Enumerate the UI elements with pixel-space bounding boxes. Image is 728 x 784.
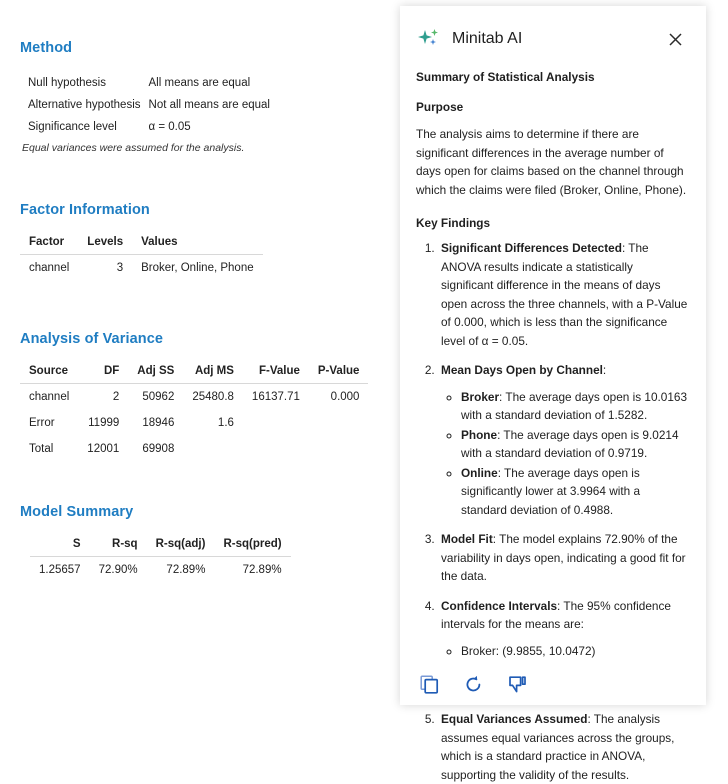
column-header-source: Source [20, 361, 78, 384]
list-item [461, 464, 688, 520]
finding-text: : The 95% confidence intervals for the means are: [441, 598, 671, 631]
table-row [28, 116, 270, 138]
method-row-label: Null hypothesis [28, 77, 106, 89]
list-item [438, 361, 688, 519]
cell-df: 11999 [88, 417, 120, 429]
table-row [20, 255, 263, 282]
cell-adj-ms: 1.6 [217, 417, 234, 429]
regenerate-icon[interactable] [462, 673, 484, 695]
cell-r-sq-pred: 72.89% [242, 564, 282, 576]
method-row-label: Alternative hypothesis [28, 99, 141, 111]
cell-adj-ms: 25480.8 [192, 391, 234, 403]
sub-text: : The average days open is significantly lower at 3.9964 with a standard deviation of 0.4988. [461, 465, 641, 517]
anova-table [20, 361, 368, 462]
list-item [438, 710, 688, 784]
finding-term: Equal Variances Assumed [441, 712, 588, 726]
cell-f-value [243, 436, 309, 462]
column-header-values: Values [132, 232, 263, 255]
list-item [438, 530, 688, 586]
cell-source: channel [29, 391, 70, 403]
list-item [461, 426, 688, 463]
finding-text: : The ANOVA results indicate a statistically significant difference in the means of days open across the three channels, with a P-Value of 0.000, which is less than the significance level of α = 0.05. [441, 241, 688, 348]
model-summary-heading: Model Summary [20, 504, 134, 520]
cell-adj-ss: 50962 [142, 391, 175, 403]
table-row [28, 94, 270, 116]
finding-term: Confidence Intervals [441, 598, 558, 613]
cell-factor: channel [29, 262, 70, 274]
ai-panel-title: Minitab AI [452, 30, 523, 47]
anova-section [0, 331, 400, 462]
table-row [20, 410, 368, 436]
anova-heading: Analysis of Variance [20, 331, 164, 347]
factor-information-section [0, 202, 400, 281]
method-note: Equal variances were assumed for the analysis. [22, 142, 245, 154]
table-header-row [20, 361, 368, 384]
table-header-row [30, 534, 291, 557]
ai-action-bar [400, 663, 706, 705]
method-row-value: α = 0.05 [148, 121, 191, 133]
table-row [30, 557, 291, 584]
summary-heading: Summary of Statistical Analysis [416, 70, 595, 84]
copy-icon[interactable] [418, 673, 440, 695]
sub-text: : The average days open is 10.0163 with a standard deviation of 1.5282. [461, 389, 688, 422]
cell-adj-ss: 69908 [142, 443, 175, 455]
column-header-s: S [30, 534, 90, 557]
table-row [20, 384, 368, 411]
finding-term: Model Fit [441, 532, 493, 546]
sub-text: : The average days open is 9.0214 with a standard deviation of 0.9719. [461, 427, 679, 460]
finding-text: : The analysis assumes equal variances across the groups, which is a standard practice in ANOVA, supporting the validity of the results. [441, 712, 675, 782]
column-header-r-sq-pred: R-sq(pred) [214, 534, 290, 557]
ai-panel-header [416, 6, 688, 62]
cell-f-value: 16137.71 [251, 391, 300, 403]
finding-term: Mean Days Open by Channel [441, 363, 603, 377]
cell-s: 1.25657 [39, 564, 81, 576]
model-summary-section [0, 504, 400, 583]
table-row [28, 72, 270, 94]
cell-values: Broker, Online, Phone [141, 262, 254, 274]
purpose-text: The analysis aims to determine if there are significant differences in the average number of days open for claims based on the channel through which the claims were filed (Broker, Online, Phone). [416, 127, 687, 197]
finding-text: : The model explains 72.90% of the variability in days open, indicating a good fit for the data. [441, 532, 686, 583]
model-summary-table [30, 534, 291, 583]
finding-term: Significant Differences Detected [441, 241, 622, 255]
cell-p-value: 0.000 [330, 391, 360, 403]
thumbs-down-icon[interactable] [506, 673, 528, 695]
column-header-p-value: P-Value [309, 361, 369, 384]
cell-source: Error [29, 417, 55, 429]
cell-levels: 3 [116, 262, 124, 274]
minitab-ai-panel [400, 6, 706, 782]
list-item [461, 388, 688, 425]
mean-days-sublist [441, 388, 688, 520]
sub-term: Online [461, 465, 498, 480]
key-findings-heading: Key Findings [416, 216, 491, 230]
method-section [0, 40, 400, 154]
sparkle-icon [416, 26, 442, 52]
ai-panel-scroll-body [400, 6, 706, 782]
cell-df: 2 [112, 391, 120, 403]
method-table [28, 72, 270, 138]
cell-adj-ms [183, 436, 243, 462]
list-item [438, 239, 688, 350]
column-header-df: DF [78, 361, 128, 384]
method-row-value: Not all means are equal [148, 99, 270, 111]
analysis-results-pane [0, 0, 400, 705]
cell-adj-ss: 18946 [142, 417, 175, 429]
table-header-row [20, 232, 263, 255]
list-item [461, 642, 688, 661]
factor-information-heading: Factor Information [20, 202, 150, 218]
column-header-f-value: F-Value [243, 361, 309, 384]
column-header-factor: Factor [20, 232, 78, 255]
finding-text: : [602, 363, 607, 377]
cell-p-value [309, 410, 369, 436]
method-row-label: Significance level [28, 121, 117, 133]
cell-df: 12001 [87, 443, 120, 455]
column-header-r-sq-adj: R-sq(adj) [147, 534, 215, 557]
sub-term: Broker [461, 389, 500, 404]
sub-text: Broker: (9.9855, 10.0472) [461, 643, 596, 658]
column-header-r-sq: R-sq [90, 534, 147, 557]
column-header-adj-ss: Adj SS [128, 361, 183, 384]
cell-r-sq-adj: 72.89% [166, 564, 206, 576]
factor-information-table [20, 232, 263, 281]
column-header-levels: Levels [78, 232, 132, 255]
method-row-value: All means are equal [148, 77, 251, 89]
column-header-adj-ms: Adj MS [183, 361, 243, 384]
cell-r-sq: 72.90% [98, 564, 138, 576]
close-icon[interactable] [664, 28, 686, 50]
cell-p-value [309, 436, 369, 462]
method-heading: Method [20, 40, 73, 56]
sub-term: Phone [461, 427, 498, 442]
cell-source: Total [29, 443, 54, 455]
cell-f-value [243, 410, 309, 436]
table-row [20, 436, 368, 462]
purpose-heading: Purpose [416, 100, 464, 114]
